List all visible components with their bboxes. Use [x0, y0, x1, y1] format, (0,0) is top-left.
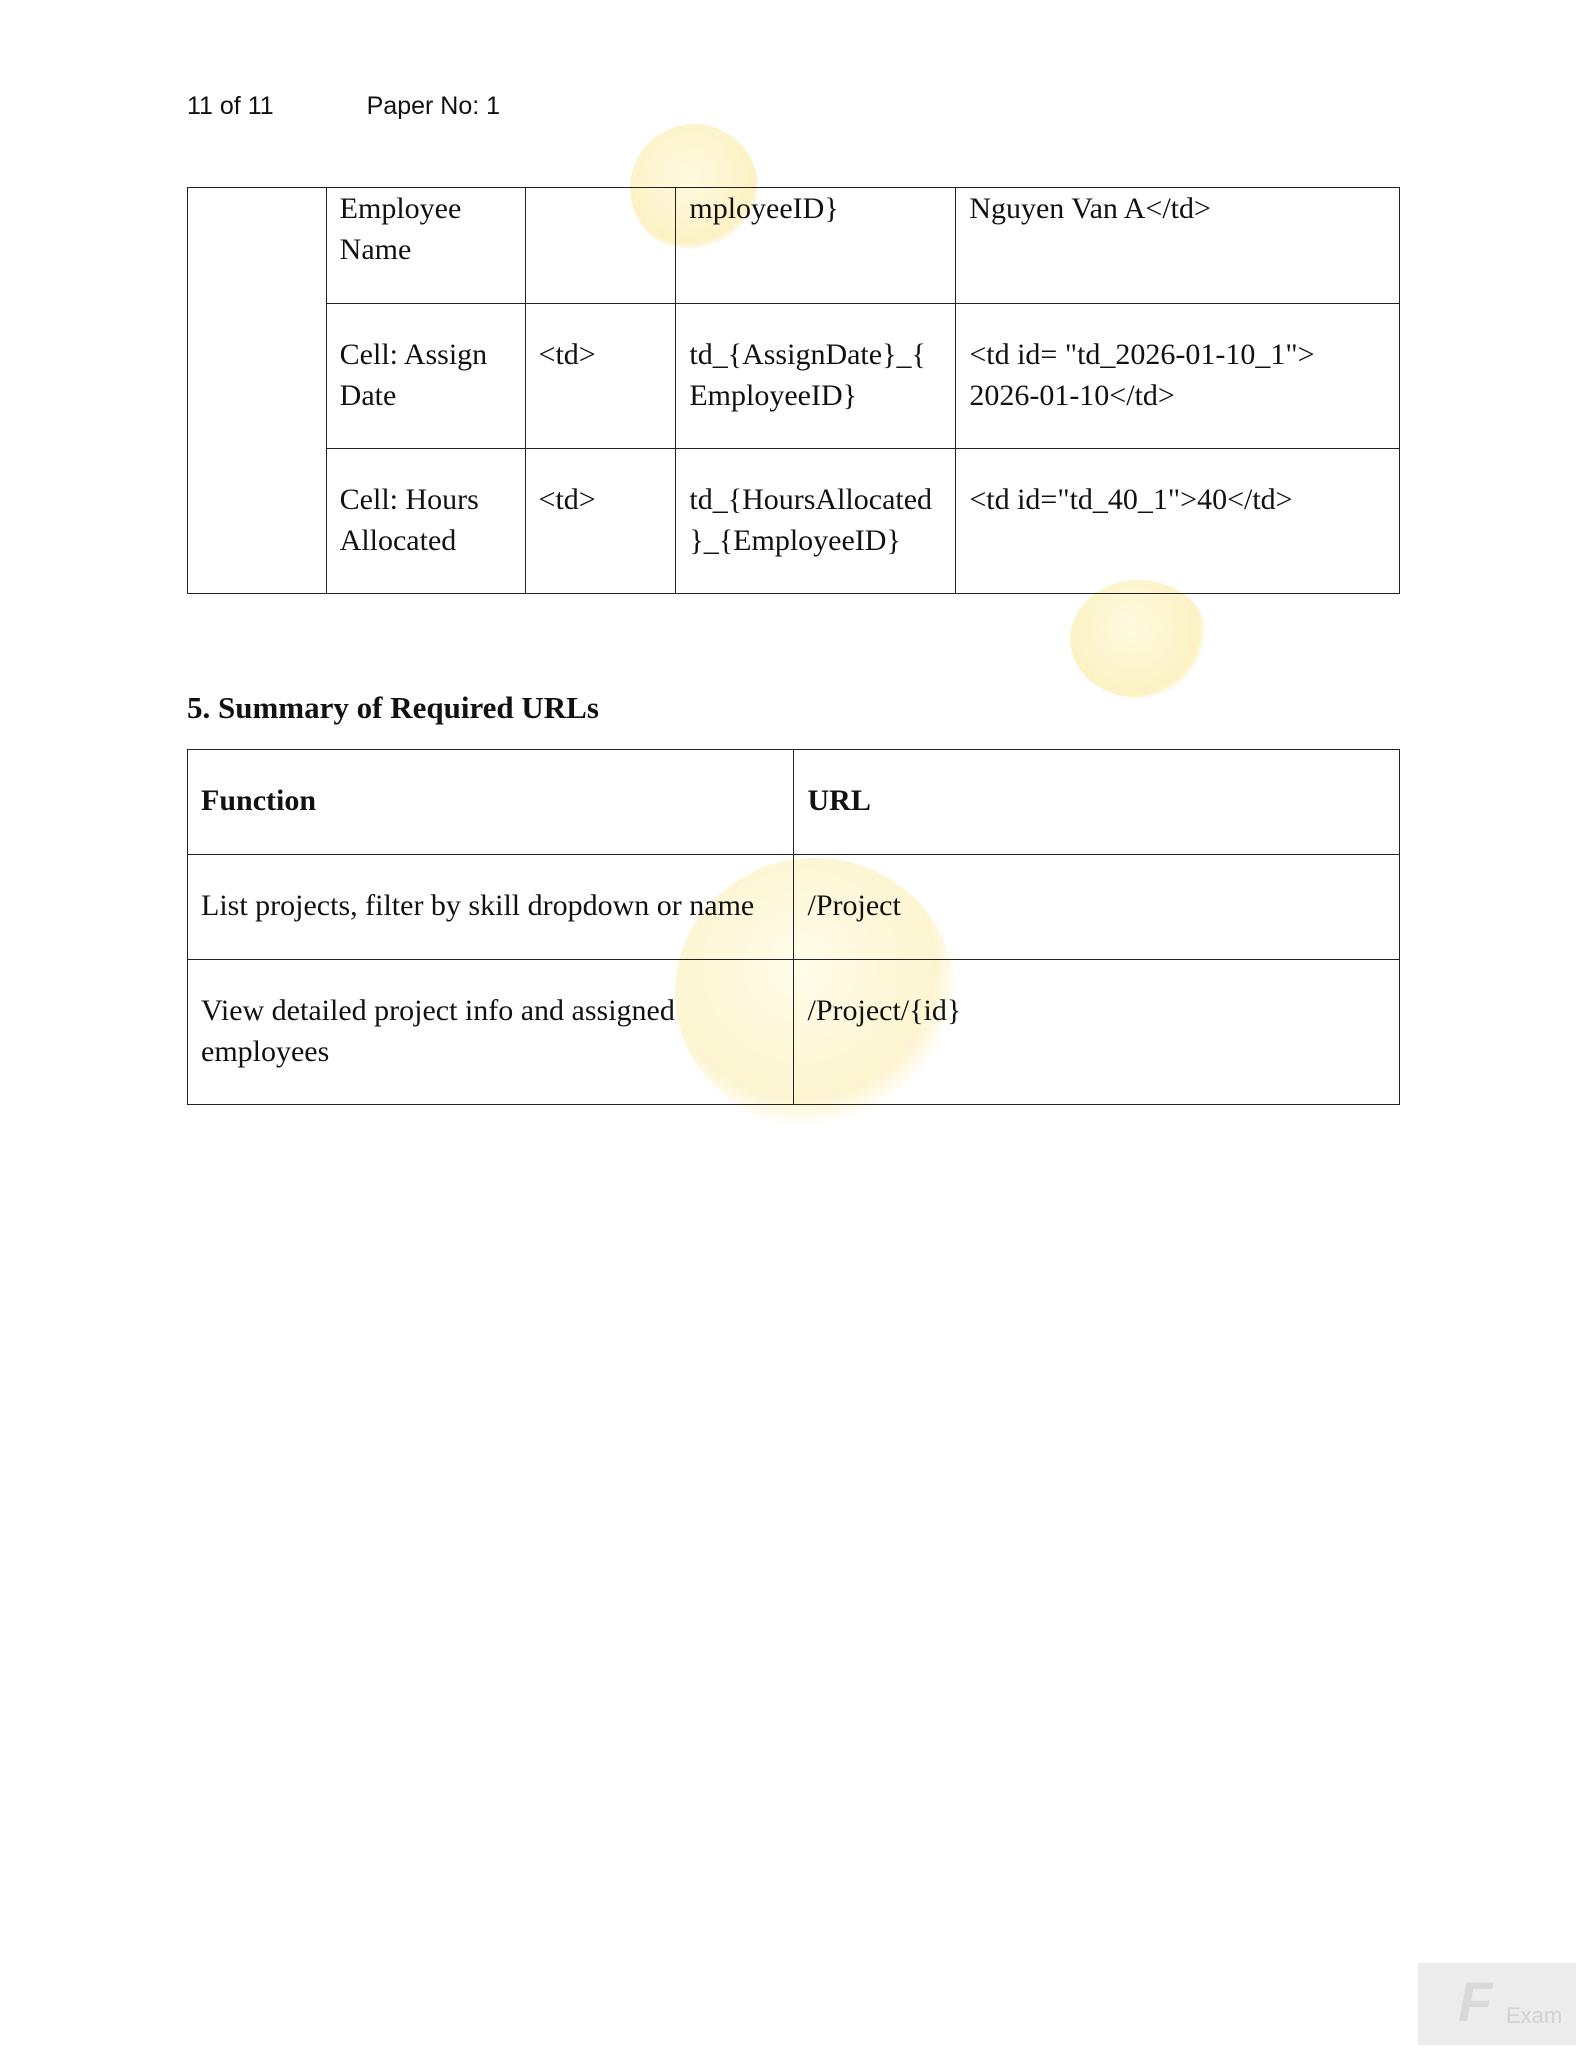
row-label: Cell: Assign Date: [339, 338, 488, 412]
logo-letter: F: [1458, 1970, 1493, 2033]
table-row: [188, 855, 1400, 960]
fexam-logo: [1418, 1963, 1576, 2045]
row-label: Cell: Hours Allocated: [339, 483, 479, 557]
id-pattern: td_{AssignDate}_{ EmployeeID}: [689, 338, 926, 412]
table-row: [188, 304, 1400, 449]
example-markup: Nguyen Van A</td>: [969, 192, 1211, 225]
example-markup: <td id= "td_2026-01-10_1"> 2026-01-10</td>: [969, 338, 1315, 412]
id-pattern: mployeeID}: [689, 192, 839, 225]
table-row: [188, 188, 1400, 304]
column-header-url: URL: [807, 784, 871, 817]
url-cell: /Project/{id}: [807, 994, 962, 1027]
id-pattern: td_{HoursAllocated }_{EmployeeID}: [689, 483, 933, 557]
row-label: Employee Name: [339, 192, 462, 266]
url-cell: /Project: [807, 889, 901, 922]
merged-cell: [188, 188, 327, 594]
html-tag: <td>: [538, 483, 596, 516]
function-cell: View detailed project info and assigned employees: [201, 994, 675, 1068]
url-summary-table: [187, 749, 1400, 1105]
table-row: [188, 449, 1400, 594]
table-row: [188, 960, 1400, 1105]
function-cell: List projects, filter by skill dropdown or name: [201, 889, 755, 922]
page-header: [187, 92, 500, 121]
page-count: 11 of 11: [187, 92, 274, 120]
section-title: 5. Summary of Required URLs: [187, 690, 599, 725]
column-header-function: Function: [201, 784, 317, 817]
watermark-emoji-icon: [1070, 580, 1208, 698]
example-markup: <td id="td_40_1">40</td>: [969, 483, 1293, 516]
paper-number: Paper No: 1: [366, 92, 501, 120]
element-id-table: [187, 187, 1400, 594]
logo-text: Exam: [1506, 2003, 1563, 2028]
table-header-row: [188, 750, 1400, 855]
html-tag: <td>: [538, 338, 596, 371]
